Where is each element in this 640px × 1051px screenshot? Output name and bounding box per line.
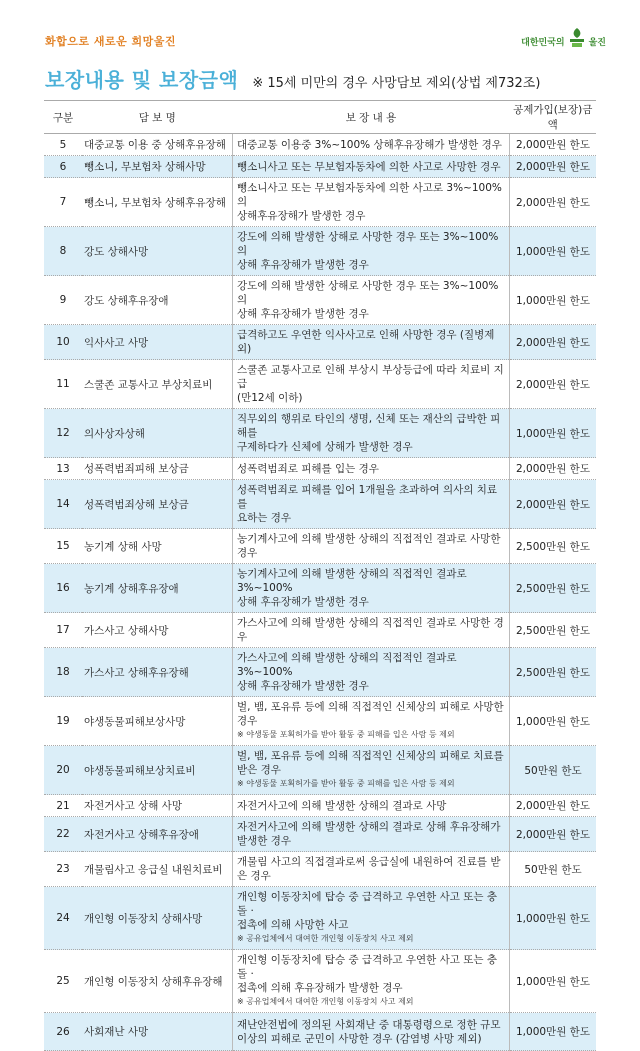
row-amount: 2,000만원 한도 (510, 458, 597, 480)
description-line: 가스사고에 의해 발생한 상해의 직접적인 결과로 사망한 경우 (237, 617, 504, 643)
brand-text-right: 울진 (588, 38, 606, 48)
header-name: 담 보 명 (82, 101, 233, 134)
row-amount: 50만원 한도 (510, 852, 597, 887)
table-row (44, 529, 596, 564)
table-row (44, 746, 596, 795)
table-row (44, 564, 596, 613)
row-coverage-name: 개인형 이동장치 상해후유장해 (82, 950, 233, 1013)
row-number: 22 (44, 817, 82, 852)
description-line: 대중교통 이용중 3%~100% 상해후유장해가 발생한 경우 (237, 138, 502, 151)
row-coverage-name: 성폭력범죄상해 보상금 (82, 480, 233, 529)
row-amount: 1,000만원 한도 (510, 227, 597, 276)
description-note: ※ 공유업체에서 대여한 개인형 이동장치 사고 제외 (237, 997, 414, 1006)
description-line: 직무외의 행위로 타인의 생명, 신체 또는 재산의 급박한 피해를 (237, 413, 501, 439)
description-line: 상해 후유장해가 발생한 경우 (237, 308, 369, 320)
row-description (233, 325, 510, 360)
title-row (45, 64, 540, 93)
row-number: 25 (44, 950, 82, 1013)
description-note: ※ 야생동물 포획허가를 받아 활동 중 피해를 입은 사람 등 제외 (237, 779, 455, 788)
row-coverage-name: 강도 상해사망 (82, 227, 233, 276)
row-amount: 1,000만원 한도 (510, 697, 597, 746)
description-line: 뺑소니사고 또는 무보험자동차에 의한 사고로 3%~100%의 (237, 182, 502, 208)
row-coverage-name: 익사사고 사망 (82, 325, 233, 360)
description-line: 재난안전법에 정의된 사회재난 중 대통령령으로 정한 규모 (237, 1018, 501, 1031)
row-coverage-name: 개인형 이동장치 상해사망 (82, 887, 233, 950)
row-description (233, 409, 510, 458)
row-amount: 2,000만원 한도 (510, 480, 597, 529)
row-number: 24 (44, 887, 82, 950)
row-description (233, 480, 510, 529)
row-amount: 2,000만원 한도 (510, 817, 597, 852)
table-row (44, 817, 596, 852)
row-coverage-name: 의사상자상해 (82, 409, 233, 458)
row-amount: 50만원 한도 (510, 746, 597, 795)
row-coverage-name: 자전거사고 상해후유장애 (82, 817, 233, 852)
row-description (233, 746, 510, 795)
description-line: 급격하고도 우연한 익사사고로 인해 사망한 경우 (질병제외) (237, 329, 495, 355)
row-description (233, 458, 510, 480)
row-number: 12 (44, 409, 82, 458)
table-row (44, 227, 596, 276)
table-row (44, 852, 596, 887)
row-description (233, 227, 510, 276)
description-line: 이상의 피해로 군민이 사망한 경우 (감염병 사망 제외) (237, 1032, 482, 1045)
description-line: 상해 후유장해가 발생한 경우 (237, 596, 369, 608)
row-coverage-name: 가스사고 상해후유장해 (82, 648, 233, 697)
row-coverage-name: 야생동물피해보상사망 (82, 697, 233, 746)
row-description (233, 817, 510, 852)
description-line: 요하는 경우 (237, 512, 292, 524)
table-row (44, 480, 596, 529)
description-line: (만12세 이하) (237, 392, 303, 404)
table-row (44, 1013, 596, 1051)
row-description (233, 564, 510, 613)
page-title: 보장내용 및 보장금액 (45, 68, 239, 92)
row-amount: 2,500만원 한도 (510, 648, 597, 697)
row-number: 9 (44, 276, 82, 325)
row-amount: 2,000만원 한도 (510, 156, 597, 178)
description-line: 개물림 사고의 직접결과로써 응급실에 내원하여 진료를 받은 경우 (237, 856, 501, 882)
row-amount: 1,000만원 한도 (510, 276, 597, 325)
row-number: 18 (44, 648, 82, 697)
header-no: 구분 (44, 101, 82, 134)
description-line: 자전거사고에 의해 발생한 상해의 결과로 상해 후유장해가 발생한 경우 (237, 821, 501, 847)
row-description (233, 950, 510, 1013)
description-line: 개인형 이동장치에 탑승 중 급격하고 우연한 사고 또는 충돌 · (237, 954, 497, 980)
header-amount: 공제가입(보장)금액 (510, 101, 597, 134)
row-number: 8 (44, 227, 82, 276)
row-number: 26 (44, 1013, 82, 1051)
row-coverage-name: 개물림사고 응급실 내원치료비 (82, 852, 233, 887)
row-description (233, 795, 510, 817)
row-number: 23 (44, 852, 82, 887)
row-amount: 2,000만원 한도 (510, 134, 597, 156)
row-description (233, 887, 510, 950)
table-row (44, 648, 596, 697)
row-number: 15 (44, 529, 82, 564)
row-amount: 1,000만원 한도 (510, 950, 597, 1013)
row-amount: 1,000만원 한도 (510, 409, 597, 458)
description-line: 접촉에 의해 후유장해가 발생한 경우 (237, 982, 403, 994)
description-line: 성폭력범죄로 피해를 입는 경우 (237, 462, 379, 475)
row-number: 11 (44, 360, 82, 409)
description-line: 뺑소니사고 또는 무보험자동차에 의한 사고로 사망한 경우 (237, 160, 501, 173)
description-line: 강도에 의해 발생한 상해로 사망한 경우 또는 3%~100%의 (237, 231, 499, 257)
row-number: 20 (44, 746, 82, 795)
table-row (44, 887, 596, 950)
page-subtitle: ※ 15세 미만의 경우 사망담보 제외(상법 제732조) (252, 76, 541, 91)
row-description (233, 648, 510, 697)
row-description (233, 529, 510, 564)
description-line: 접촉에 의해 사망한 사고 (237, 919, 349, 931)
row-coverage-name: 농기계 상해후유장애 (82, 564, 233, 613)
row-amount: 2,000만원 한도 (510, 325, 597, 360)
table-row (44, 613, 596, 648)
row-coverage-name: 강도 상해후유장애 (82, 276, 233, 325)
row-coverage-name: 야생동물피해보상치료비 (82, 746, 233, 795)
description-line: 자전거사고에 의해 발생한 상해의 결과로 사망 (237, 799, 447, 812)
row-description (233, 156, 510, 178)
description-line: 농기계사고에 의해 발생한 상해의 직접적인 결과로 사망한 경우 (237, 533, 501, 559)
row-number: 13 (44, 458, 82, 480)
description-line: 스쿨존 교통사고로 인해 부상시 부상등급에 따라 치료비 지급 (237, 364, 504, 390)
description-line: 상해후유장해가 발생한 경우 (237, 210, 366, 222)
description-line: 강도에 의해 발생한 상해로 사망한 경우 또는 3%~100%의 (237, 280, 499, 306)
coverage-table (44, 100, 596, 1051)
row-coverage-name: 뺑소니, 무보험차 상해후유장해 (82, 178, 233, 227)
row-number: 21 (44, 795, 82, 817)
row-amount: 2,000만원 한도 (510, 178, 597, 227)
row-description (233, 276, 510, 325)
row-coverage-name: 가스사고 상해사망 (82, 613, 233, 648)
row-coverage-name: 자전거사고 상해 사망 (82, 795, 233, 817)
row-amount: 2,500만원 한도 (510, 529, 597, 564)
brand-text-left: 대한민국의 (521, 38, 565, 48)
row-number: 7 (44, 178, 82, 227)
row-coverage-name: 농기계 상해 사망 (82, 529, 233, 564)
description-line: 상해 후유장해가 발생한 경우 (237, 259, 369, 271)
description-line: 벌, 뱀, 포유류 등에 의해 직접적인 신체상의 피해로 사망한 경우 (237, 701, 504, 727)
row-number: 10 (44, 325, 82, 360)
table-row (44, 276, 596, 325)
row-amount: 2,500만원 한도 (510, 564, 597, 613)
description-line: 개인형 이동장치에 탑승 중 급격하고 우연한 사고 또는 충돌 · (237, 891, 497, 917)
description-note: ※ 공유업체에서 대여한 개인형 이동장치 사고 제외 (237, 934, 414, 943)
description-line: 가스사고에 의해 발생한 상해의 직접적인 결과로 3%~100% (237, 652, 457, 678)
description-note: ※ 야생동물 포획허가를 받아 활동 중 피해를 입은 사람 등 제외 (237, 730, 455, 739)
row-coverage-name: 뺑소니, 무보험차 상해사망 (82, 156, 233, 178)
table-row (44, 325, 596, 360)
row-number: 19 (44, 697, 82, 746)
table-row (44, 458, 596, 480)
table-row (44, 697, 596, 746)
table-row (44, 795, 596, 817)
brand-logo (521, 26, 606, 48)
description-line: 구제하다가 신체에 상해가 발생한 경우 (237, 441, 413, 453)
row-number: 17 (44, 613, 82, 648)
row-description (233, 178, 510, 227)
row-description (233, 852, 510, 887)
description-line: 상해 후유장해가 발생한 경우 (237, 680, 369, 692)
row-description (233, 697, 510, 746)
row-coverage-name: 대중교통 이용 중 상해후유장해 (82, 134, 233, 156)
row-coverage-name: 사회재난 사망 (82, 1013, 233, 1051)
row-description (233, 1013, 510, 1051)
row-amount: 2,000만원 한도 (510, 795, 597, 817)
row-amount: 2,000만원 한도 (510, 360, 597, 409)
table-row (44, 360, 596, 409)
row-coverage-name: 성폭력범죄피해 보상금 (82, 458, 233, 480)
table-row (44, 178, 596, 227)
description-line: 성폭력범죄로 피해를 입어 1개월을 초과하여 의사의 치료를 (237, 484, 497, 510)
description-line: 농기계사고에 의해 발생한 상해의 직접적인 결과로 3%~100% (237, 568, 467, 594)
table-row (44, 134, 596, 156)
row-amount: 1,000만원 한도 (510, 1013, 597, 1051)
row-number: 16 (44, 564, 82, 613)
table-row (44, 156, 596, 178)
row-description (233, 134, 510, 156)
table-row (44, 409, 596, 458)
row-amount: 1,000만원 한도 (510, 887, 597, 950)
description-line: 벌, 뱀, 포유류 등에 의해 직접적인 신체상의 피해로 치료를 받은 경우 (237, 750, 504, 776)
row-coverage-name: 스쿨존 교통사고 부상치료비 (82, 360, 233, 409)
row-number: 5 (44, 134, 82, 156)
row-description (233, 613, 510, 648)
row-amount: 2,500만원 한도 (510, 613, 597, 648)
row-description (233, 360, 510, 409)
row-number: 6 (44, 156, 82, 178)
row-number: 14 (44, 480, 82, 529)
slogan: 화합으로 새로운 희망울진 (45, 35, 177, 48)
table-row (44, 950, 596, 1013)
leaf-logo-icon (566, 26, 588, 48)
table-header-row (44, 101, 596, 134)
header-desc: 보 장 내 용 (233, 101, 510, 134)
